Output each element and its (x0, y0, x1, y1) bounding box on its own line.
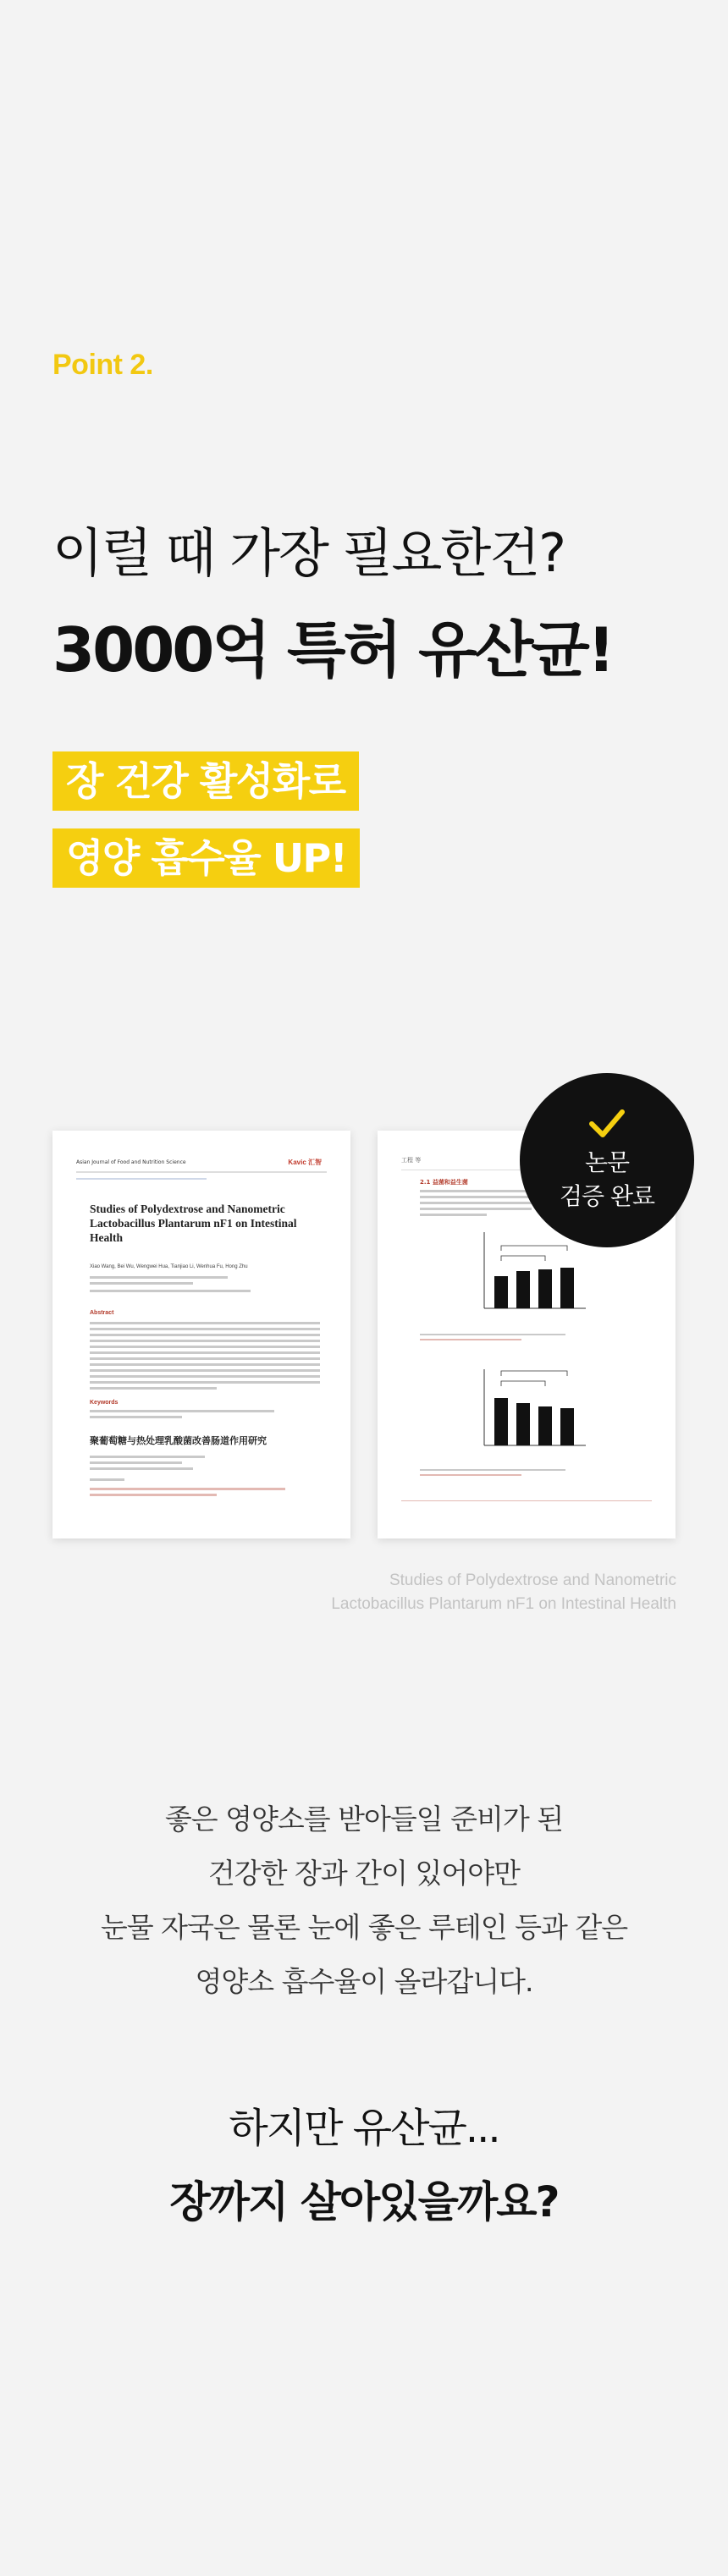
paper-abstract-label: Abstract (90, 1310, 114, 1316)
paper-keywords-lines (90, 1410, 320, 1422)
badge-label-verified: 검증 완료 (559, 1182, 655, 1210)
paper-abstract-lines (90, 1322, 320, 1393)
paper-section-heading: 2.1 益菌和益生菌 (420, 1179, 468, 1186)
caption-line: Studies of Polydextrose and Nanometric (389, 1571, 676, 1589)
body-paragraph (0, 1792, 728, 2009)
paper-authors: Xiao Wang, Bei Wu, Wengwei Hua, Tianjiao Li, Wenhua Fu, Hong Zhu (90, 1264, 248, 1269)
paper-figure1-caption (420, 1334, 565, 1344)
paper-body-lines (420, 1190, 532, 1219)
paper-keywords-label: Keywords (90, 1400, 119, 1406)
paper-figure2-caption (420, 1469, 565, 1479)
highlight-absorption: 영양 흡수율 UP! (52, 828, 360, 888)
caption-line: Lactobacillus Plantarum nF1 on Intestinal Health (331, 1595, 676, 1613)
paper-publisher-logo: Kavic 汇智 (288, 1159, 322, 1166)
point-label: Point 2. (52, 349, 153, 381)
badge-label-paper: 논문 (584, 1148, 630, 1176)
paper-caption (321, 1569, 676, 1616)
headline-answer: 3000억 특허 유산균! (52, 614, 613, 685)
paper-chinese-meta-lines (90, 1456, 320, 1500)
verified-badge (520, 1073, 694, 1247)
paper-meta-line (76, 1178, 207, 1180)
closing-question-lead: 하지만 유산균... (229, 2105, 499, 2152)
closing-question: 장까지 살아있을까요? (169, 2177, 559, 2226)
paper-bar-chart-2 (476, 1361, 594, 1462)
check-icon (587, 1107, 627, 1141)
body-line: 건강한 장과 간이 있어야만 (207, 1857, 521, 1890)
paper-divider (76, 1171, 327, 1173)
paper-footer-rule (401, 1500, 652, 1501)
paper-thumbnail-first-page (52, 1131, 350, 1538)
paper-chinese-title: 聚葡萄糖与热处理乳酸菌改善肠道作用研究 (90, 1435, 267, 1446)
body-line: 눈물 자국은 물론 눈에 좋은 루테인 등과 같은 (100, 1911, 628, 1944)
highlight-gut-health: 장 건강 활성화로 (52, 751, 359, 811)
paper-journal-name: Asian Journal of Food and Nutrition Science (76, 1159, 186, 1165)
paper-page-header: 工程 等 (401, 1157, 422, 1164)
headline-question: 이럴 때 가장 필요한건? (52, 522, 565, 584)
body-line: 영양소 흡수율이 올라갑니다. (195, 1965, 533, 1998)
paper-affiliation-lines (90, 1276, 320, 1296)
paper-title: Studies of Polydextrose and Nanometric Lactobacillus Plantarum nF1 on Intestinal Health (90, 1203, 297, 1244)
body-line: 좋은 영양소를 받아들일 준비가 된 (164, 1803, 564, 1836)
